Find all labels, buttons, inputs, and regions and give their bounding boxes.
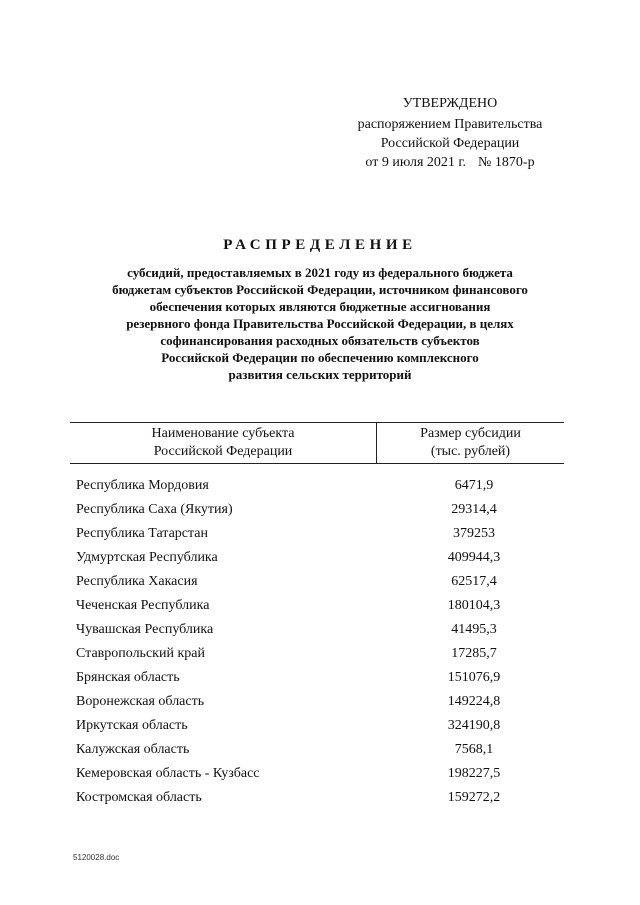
subsidy-value: 159272,2 — [447, 790, 501, 805]
region-name: Калужская область — [76, 742, 190, 757]
document-subtitle — [0, 264, 640, 383]
column-header-region — [70, 423, 377, 463]
region-name: Чувашская Республика — [76, 622, 214, 637]
subsidy-value: 6471,9 — [454, 478, 494, 493]
table-row — [76, 692, 564, 716]
subtitle-line: обеспечения которых являются бюджетные ассигнования — [149, 299, 491, 314]
approval-date-line — [330, 153, 570, 172]
region-name: Кемеровская область - Кузбасс — [76, 766, 260, 781]
subsidy-value: 198227,5 — [447, 766, 501, 781]
approval-line-1: распоряжением Правительства — [357, 117, 543, 132]
column-header-line: Российской Федерации — [153, 444, 293, 459]
table-row — [76, 620, 564, 644]
subsidy-value: 62517,4 — [451, 574, 497, 589]
region-name: Воронежская область — [76, 694, 205, 709]
column-header-line: Размер субсидии — [420, 426, 521, 441]
table-row — [76, 500, 564, 524]
region-name: Республика Татарстан — [76, 526, 209, 541]
table-row — [76, 572, 564, 596]
column-header-line: (тыс. рублей) — [430, 444, 511, 459]
table-row — [76, 788, 564, 812]
table-row — [76, 644, 564, 668]
subtitle-line: развития сельских территорий — [228, 367, 412, 382]
subsidy-value: 379253 — [453, 526, 495, 541]
table-row — [76, 764, 564, 788]
column-header-subsidy — [377, 423, 564, 463]
subtitle-line: субсидий, предоставляемых в 2021 году из федерального бюджета — [127, 265, 513, 280]
subtitle-line: резервного фонда Правительства Российской Федерации, в целях — [126, 316, 514, 331]
subsidy-value: 180104,3 — [447, 598, 501, 613]
region-name: Иркутская область — [76, 718, 188, 733]
subsidy-value: 29314,4 — [451, 502, 497, 517]
approval-number: № 1870-р — [478, 155, 535, 170]
subtitle-line: бюджетам субъектов Российской Федерации, источником финансового — [112, 282, 528, 297]
approval-line-2: Российской Федерации — [380, 136, 520, 151]
region-name: Брянская область — [76, 670, 180, 685]
document-title: РАСПРЕДЕЛЕНИЕ — [223, 237, 417, 253]
subsidy-value: 324190,8 — [447, 718, 501, 733]
subtitle-line: Российской Федерации по обеспечению комплексного — [161, 350, 479, 365]
column-header-line: Наименование субъекта — [151, 426, 295, 441]
region-name: Республика Мордовия — [76, 478, 209, 493]
table-row — [76, 716, 564, 740]
table-row — [76, 740, 564, 764]
region-name: Костромская область — [76, 790, 202, 805]
table-row — [76, 476, 564, 500]
approved-label: УТВЕРЖДЕНО — [402, 96, 498, 111]
region-name: Республика Саха (Якутия) — [76, 502, 233, 517]
subsidy-value: 149224,8 — [447, 694, 501, 709]
file-name-footer: 5120028.doc — [73, 853, 120, 862]
table-header — [70, 422, 564, 464]
table-row — [76, 596, 564, 620]
subsidy-value: 409944,3 — [447, 550, 501, 565]
region-name: Удмуртская Республика — [76, 550, 218, 565]
table-row — [76, 524, 564, 548]
region-name: Ставропольский край — [76, 646, 205, 661]
table-row — [76, 548, 564, 572]
region-name: Чеченская Республика — [76, 598, 210, 613]
subsidy-value: 41495,3 — [451, 622, 497, 637]
subtitle-line: софинансирования расходных обязательств субъектов — [160, 333, 480, 348]
region-name: Республика Хакасия — [76, 574, 198, 589]
table-row — [76, 668, 564, 692]
subsidy-value: 151076,9 — [447, 670, 501, 685]
subsidy-value: 7568,1 — [454, 742, 494, 757]
table-body — [76, 476, 564, 812]
approval-date: от 9 июля 2021 г. — [365, 155, 467, 170]
approval-block — [330, 94, 570, 172]
subsidy-value: 17285,7 — [451, 646, 497, 661]
